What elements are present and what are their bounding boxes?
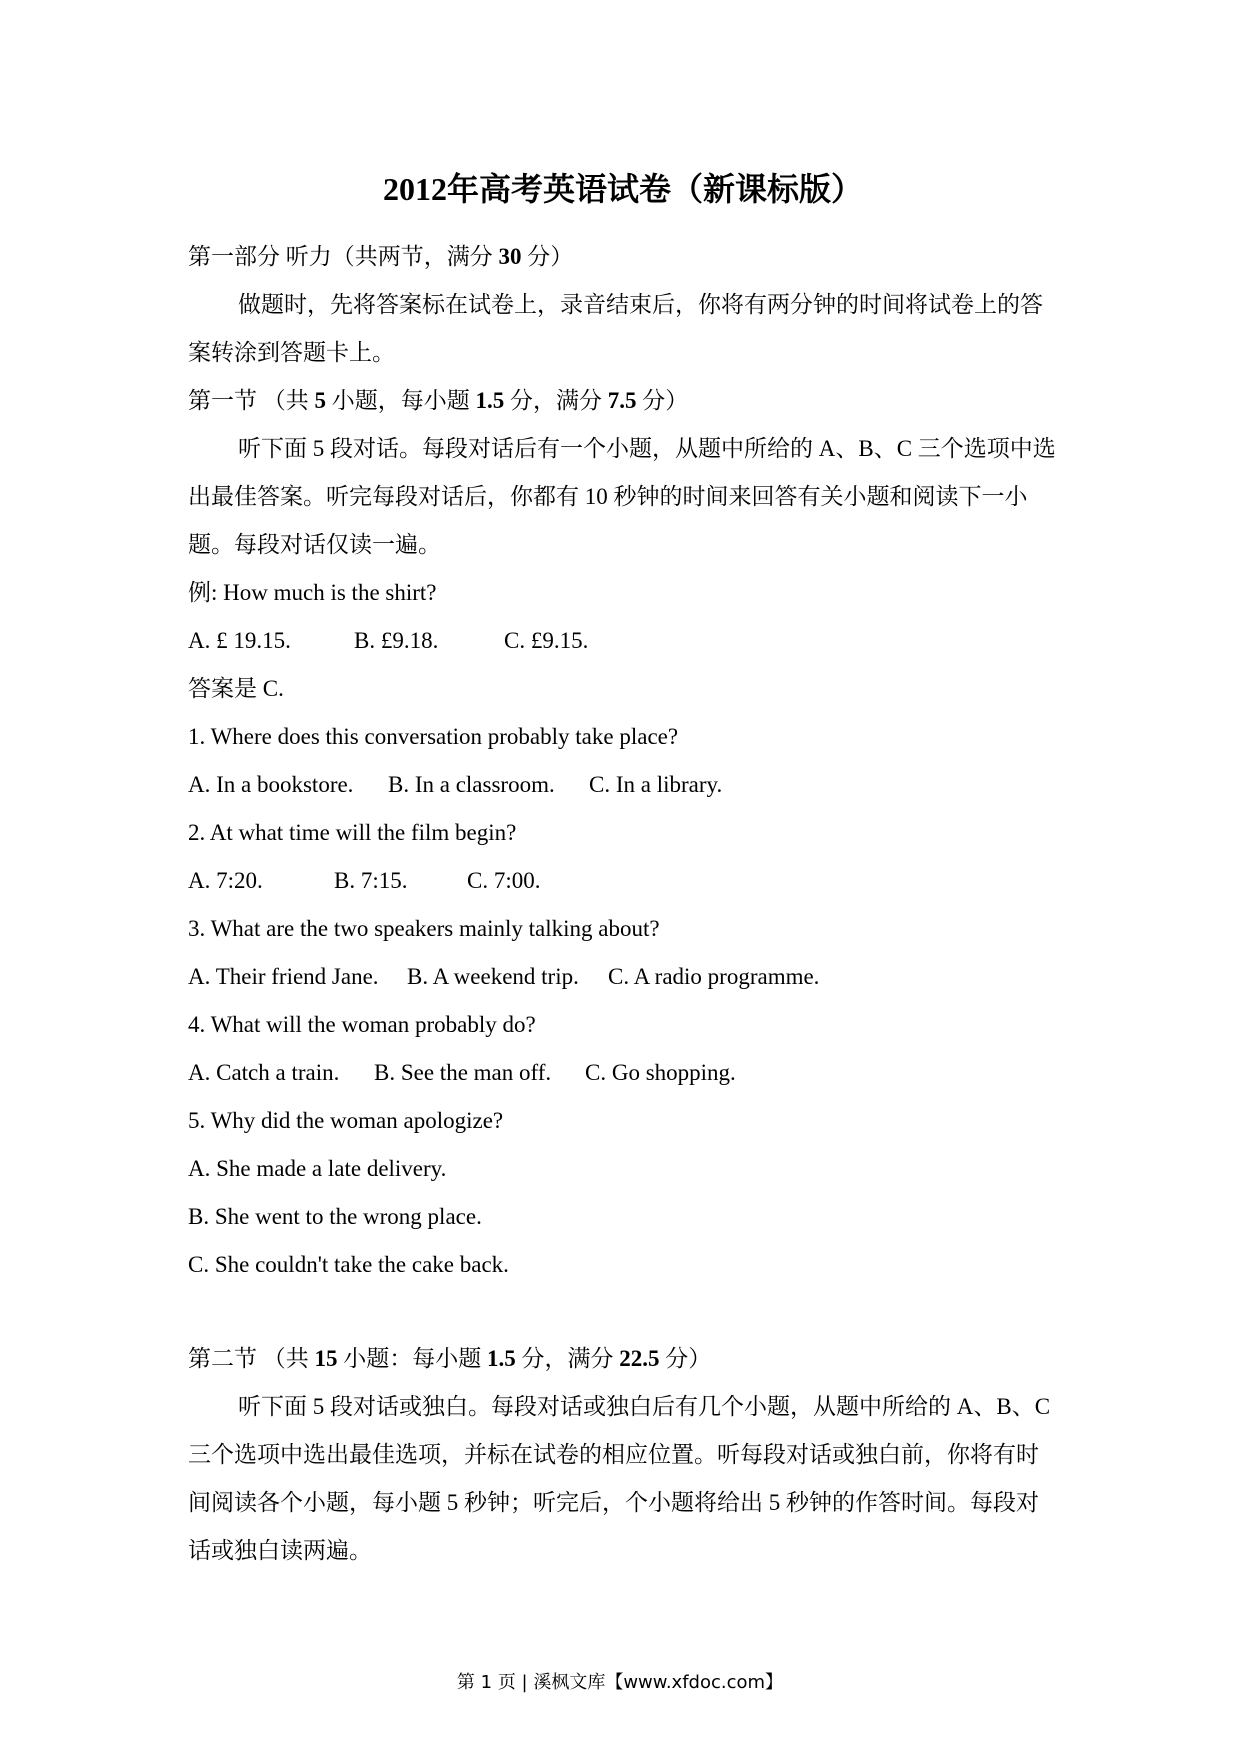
part1-heading: 第一部分 听力（共两节，满分 30 分）: [188, 244, 574, 269]
example-option-c: C. £9.15.: [504, 628, 589, 653]
section1-heading: 第一节 （共 5 小题，每小题 1.5 分，满分 7.5 分）: [188, 388, 689, 413]
question-1-options: [188, 761, 1058, 809]
example-option-b: B. £9.18.: [354, 628, 439, 653]
section1-intro: 听下面 5 段对话。每段对话后有一个小题，从题中所给的 A、B、C 三个选项中选出最佳答案。听完每段对话后，你都有 10 秒钟的时间来回答有关小题和阅读下一小题。每段对话仅读一遍。: [188, 436, 1056, 557]
option-c: C. 7:00.: [467, 868, 541, 893]
option-a: A. She made a late delivery.: [188, 1156, 447, 1181]
document-page: [188, 165, 1058, 1575]
option-b: B. 7:15.: [334, 868, 408, 893]
question-4-options: [188, 1049, 1058, 1097]
question-1: 1. Where does this conversation probably take place?: [188, 724, 679, 749]
page-footer: 第 1 页 | 溪枫文库【www.xfdoc.com】: [456, 1672, 784, 1693]
page-title: 2012年高考英语试卷（新课标版）: [382, 171, 863, 207]
section2-heading: 第二节 （共 15 小题：每小题 1.5 分，满分 22.5 分）: [188, 1346, 712, 1371]
option-a: A. Their friend Jane.: [188, 964, 379, 989]
option-b: B. See the man off.: [374, 1060, 552, 1085]
question-5: 5. Why did the woman apologize?: [188, 1108, 504, 1133]
option-b: B. She went to the wrong place.: [188, 1204, 482, 1229]
question-3-options: [188, 953, 1058, 1001]
example-options: [188, 617, 1058, 665]
option-c: C. She couldn't take the cake back.: [188, 1252, 509, 1277]
option-a: A. Catch a train.: [188, 1060, 340, 1085]
question-4: 4. What will the woman probably do?: [188, 1012, 536, 1037]
question-3: 3. What are the two speakers mainly talking about?: [188, 916, 660, 941]
option-a: A. 7:20.: [188, 868, 263, 893]
option-c: C. Go shopping.: [585, 1060, 736, 1085]
example-answer: 答案是 C.: [188, 676, 284, 701]
option-c: C. A radio programme.: [608, 964, 820, 989]
option-b: B. A weekend trip.: [407, 964, 579, 989]
part1-intro: 做题时，先将答案标在试卷上，录音结束后，你将有两分钟的时间将试卷上的答案转涂到答题卡上。: [188, 292, 1043, 365]
option-c: C. In a library.: [589, 772, 723, 797]
question-2: 2. At what time will the film begin?: [188, 820, 517, 845]
question-2-options: [188, 857, 1058, 905]
example-option-a: A. £ 19.15.: [188, 628, 291, 653]
spacer: [188, 1289, 1058, 1335]
option-a: A. In a bookstore.: [188, 772, 354, 797]
section2-intro: 听下面 5 段对话或独白。每段对话或独白后有几个小题，从题中所给的 A、B、C 三个选项中选出最佳选项，并标在试卷的相应位置。听每段对话或独白前，你将有时间阅读各个小题，每小题 5 秒钟；听完后，个小题将给出 5 秒钟的作答时间。每段对话或独白读两遍。: [188, 1394, 1051, 1563]
example-question: 例: How much is the shirt?: [188, 580, 437, 605]
option-b: B. In a classroom.: [388, 772, 555, 797]
